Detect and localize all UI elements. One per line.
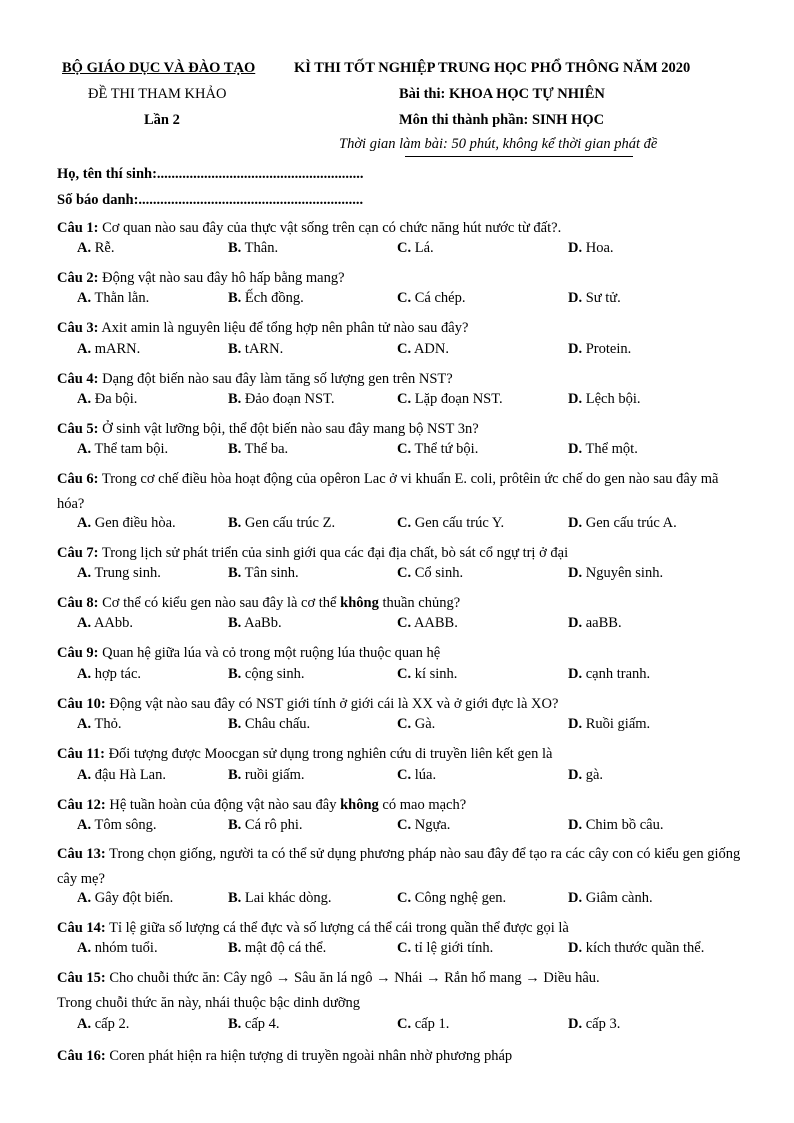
- options-row: [0, 767, 794, 791]
- option-text: Lặp đoạn NST.: [414, 391, 503, 407]
- option-key: D.: [568, 565, 583, 581]
- question-text: Coren phát hiện ra hiện tượng di truyền ngoài nhân nhờ phương pháp: [109, 1048, 513, 1064]
- option-text: Cổ sinh.: [414, 565, 464, 581]
- question-text: Cơ quan nào sau đây của thực vật sống trên cạn có chức năng hút nước từ đất?.: [102, 220, 562, 236]
- question-label: Câu 5:: [57, 421, 99, 437]
- option-d: [568, 716, 650, 733]
- option-a: [77, 666, 141, 683]
- question-label: Câu 14:: [57, 920, 106, 936]
- option-b: [228, 615, 282, 632]
- option-key: A.: [77, 515, 92, 531]
- question-15: [57, 966, 741, 1016]
- option-key: C.: [397, 890, 412, 906]
- option-text: Thỏ.: [94, 716, 122, 732]
- question-label: Câu 2:: [57, 270, 99, 286]
- question-7: [57, 541, 741, 566]
- option-text: Nguyên sinh.: [585, 565, 664, 581]
- question-label: Câu 15:: [57, 970, 106, 986]
- option-d: [568, 391, 641, 408]
- option-text: AAbb.: [93, 615, 134, 631]
- option-text: Protein.: [585, 341, 632, 357]
- option-text: Ngựa.: [414, 817, 451, 833]
- question-text: Hệ tuần hoàn của động vật nào sau đây: [109, 797, 337, 813]
- option-key: D.: [568, 767, 583, 783]
- option-d: [568, 767, 603, 784]
- question-label: Câu 16:: [57, 1048, 106, 1064]
- question-11: [57, 742, 741, 767]
- option-text: Chim bồ câu.: [585, 817, 664, 833]
- option-text: lúa.: [414, 767, 437, 783]
- option-text: Thằn lằn.: [94, 290, 150, 306]
- option-c: [397, 767, 436, 784]
- option-text: Giâm cành.: [585, 890, 653, 906]
- option-b: [228, 890, 332, 907]
- option-key: A.: [77, 767, 92, 783]
- option-a: [77, 515, 176, 532]
- option-key: C.: [397, 817, 412, 833]
- option-key: A.: [77, 441, 92, 457]
- emphasis: không: [340, 797, 379, 813]
- option-a: [77, 716, 121, 733]
- options-row: [0, 441, 794, 465]
- option-key: A.: [77, 940, 92, 956]
- option-a: [77, 565, 161, 582]
- option-text: cấp 2.: [94, 1016, 130, 1032]
- option-text: Thân.: [244, 240, 279, 256]
- option-key: D.: [568, 515, 583, 531]
- options-row: [0, 341, 794, 365]
- candidate-name-field: Họ, tên thí sinh:.........................................................: [57, 166, 364, 182]
- option-text: Thể tứ bội.: [414, 441, 479, 457]
- option-text: Thể tam bội.: [94, 441, 169, 457]
- question-label: Câu 8:: [57, 595, 99, 611]
- option-text: Lai khác dòng.: [244, 890, 332, 906]
- option-key: D.: [568, 716, 583, 732]
- option-key: D.: [568, 341, 583, 357]
- option-text: Cá chép.: [414, 290, 466, 306]
- option-c: [397, 341, 449, 358]
- options-row: [0, 716, 794, 740]
- option-d: [568, 890, 653, 907]
- question-text: Tỉ lệ giữa số lượng cá thể đực và số lượng cá thể cái trong quần thể được gọi là: [109, 920, 569, 936]
- option-key: C.: [397, 767, 412, 783]
- question-label: Câu 12:: [57, 797, 106, 813]
- question-label: Câu 1:: [57, 220, 99, 236]
- question-text: Dạng đột biến nào sau đây làm tăng số lượng gen trên NST?: [102, 371, 453, 387]
- option-text: mARN.: [94, 341, 141, 357]
- option-d: [568, 565, 663, 582]
- option-d: [568, 1016, 620, 1033]
- option-d: [568, 817, 663, 834]
- option-key: B.: [228, 515, 242, 531]
- option-c: [397, 441, 478, 458]
- option-text: tARN.: [244, 341, 284, 357]
- option-key: A.: [77, 290, 92, 306]
- question-label: Câu 13:: [57, 846, 106, 862]
- question-13: [57, 842, 741, 892]
- option-key: A.: [77, 240, 92, 256]
- candidate-id-field: Số báo danh:..............................................................: [57, 192, 364, 208]
- question-text: Đối tượng được Moocgan sử dụng trong nghiên cứu di truyền liên kết gen là: [108, 746, 553, 762]
- option-d: [568, 940, 704, 957]
- question-10: [57, 692, 741, 717]
- options-row: [0, 515, 794, 539]
- option-text: hợp tác.: [94, 666, 142, 682]
- option-key: C.: [397, 441, 412, 457]
- option-text: ruồi giấm.: [244, 767, 305, 783]
- option-key: A.: [77, 341, 92, 357]
- option-text: AABB.: [413, 615, 458, 631]
- question-text: Trong chọn giống, người ta có thể sử dụng phương pháp nào sau đây để tạo ra các cây con có kiểu gen giống cây mẹ?: [57, 846, 741, 887]
- question-text: Quan hệ giữa lúa và cỏ trong một ruộng lúa thuộc quan hệ: [102, 645, 441, 661]
- option-key: B.: [228, 817, 242, 833]
- option-a: [77, 290, 149, 307]
- option-text: Thể ba.: [244, 441, 289, 457]
- option-key: C.: [397, 391, 412, 407]
- option-c: [397, 565, 463, 582]
- question-6: [57, 467, 741, 517]
- question-text-line2: Trong chuỗi thức ăn này, nhái thuộc bậc dinh dưỡng: [57, 995, 360, 1011]
- option-c: [397, 290, 465, 307]
- option-b: [228, 341, 283, 358]
- option-c: [397, 615, 458, 632]
- option-key: C.: [397, 940, 412, 956]
- option-key: B.: [228, 940, 242, 956]
- option-b: [228, 817, 303, 834]
- option-text: Đảo đoạn NST.: [244, 391, 335, 407]
- question-text: Cơ thể có kiểu gen nào sau đây là cơ thể: [102, 595, 337, 611]
- option-key: B.: [228, 716, 242, 732]
- option-b: [228, 666, 305, 683]
- option-c: [397, 515, 504, 532]
- question-label: Câu 4:: [57, 371, 99, 387]
- option-text: Châu chấu.: [244, 716, 311, 732]
- option-d: [568, 515, 677, 532]
- option-a: [77, 767, 166, 784]
- option-text: kí sinh.: [414, 666, 458, 682]
- question-text-after: thuần chủng?: [382, 595, 461, 611]
- question-label: Câu 9:: [57, 645, 99, 661]
- option-key: A.: [77, 391, 92, 407]
- question-2: [57, 266, 741, 291]
- question-text: Động vật nào sau đây có NST giới tính ở giới cái là XX và ở giới đực là XO?: [109, 696, 559, 712]
- question-text: Động vật nào sau đây hô hấp bằng mang?: [102, 270, 345, 286]
- option-text: Rễ.: [94, 240, 115, 256]
- option-text: cấp 1.: [414, 1016, 450, 1032]
- option-a: [77, 615, 133, 632]
- option-b: [228, 565, 299, 582]
- option-b: [228, 767, 305, 784]
- option-key: C.: [397, 290, 412, 306]
- option-key: D.: [568, 441, 583, 457]
- option-key: C.: [397, 515, 412, 531]
- option-key: A.: [77, 890, 92, 906]
- question-text: Trong cơ chế điều hòa hoạt động của opêron Lac ở vi khuẩn E. coli, prôtêin ức chế do gen nào sau đây mã hóa?: [57, 471, 719, 512]
- option-d: [568, 666, 650, 683]
- options-row: [0, 940, 794, 964]
- question-text: Trong lịch sử phát triển của sinh giới qua các đại địa chất, bò sát cổ ngự trị ở đại: [101, 545, 569, 561]
- option-text: Ruồi giấm.: [585, 716, 651, 732]
- option-text: gà.: [585, 767, 604, 783]
- option-key: A.: [77, 666, 92, 682]
- option-a: [77, 391, 137, 408]
- options-row: [0, 240, 794, 264]
- option-b: [228, 716, 310, 733]
- option-text: Lá.: [414, 240, 434, 256]
- option-key: B.: [228, 890, 242, 906]
- option-text: Thể một.: [585, 441, 638, 457]
- option-text: Gen cấu trúc Y.: [414, 515, 505, 531]
- option-key: D.: [568, 1016, 583, 1032]
- option-b: [228, 290, 304, 307]
- option-text: đậu Hà Lan.: [94, 767, 166, 783]
- option-a: [77, 817, 157, 834]
- question-1: [57, 216, 741, 241]
- option-key: D.: [568, 940, 583, 956]
- option-text: Tân sinh.: [244, 565, 299, 581]
- option-text: Công nghệ gen.: [414, 890, 507, 906]
- question-label: Câu 6:: [57, 471, 99, 487]
- option-d: [568, 341, 631, 358]
- option-c: [397, 716, 435, 733]
- question-label: Câu 3:: [57, 320, 99, 336]
- option-key: A.: [77, 565, 92, 581]
- exam-subject: Môn thi thành phần: SINH HỌC: [399, 112, 605, 128]
- exam-type: ĐỀ THI THAM KHẢO: [88, 86, 227, 102]
- option-text: cấp 4.: [244, 1016, 280, 1032]
- option-text: AaBb.: [244, 615, 282, 631]
- option-c: [397, 890, 506, 907]
- options-row: [0, 290, 794, 314]
- option-text: Gây đột biến.: [94, 890, 174, 906]
- options-row: [0, 1016, 794, 1040]
- ministry-name: BỘ GIÁO DỤC VÀ ĐÀO TẠO: [62, 60, 256, 76]
- option-key: D.: [568, 890, 583, 906]
- exam-round: Lần 2: [144, 112, 180, 128]
- option-key: D.: [568, 666, 583, 682]
- option-key: C.: [397, 565, 412, 581]
- option-key: B.: [228, 615, 242, 631]
- option-text: Gen điều hòa.: [94, 515, 176, 531]
- exam-title: KÌ THI TỐT NGHIỆP TRUNG HỌC PHỔ THÔNG NĂM 2020: [294, 60, 691, 76]
- option-d: [568, 441, 638, 458]
- option-a: [77, 1016, 129, 1033]
- option-a: [77, 441, 168, 458]
- question-text: Axit amin là nguyên liệu để tổng hợp nên phân tử nào sau đây?: [101, 320, 469, 336]
- option-key: B.: [228, 565, 242, 581]
- option-key: C.: [397, 615, 412, 631]
- options-row: [0, 565, 794, 589]
- option-text: Sư tử.: [585, 290, 621, 306]
- option-text: Đa bội.: [94, 391, 138, 407]
- option-key: B.: [228, 290, 242, 306]
- option-a: [77, 940, 158, 957]
- option-a: [77, 890, 173, 907]
- option-text: nhóm tuổi.: [94, 940, 158, 956]
- emphasis: không: [340, 595, 379, 611]
- option-text: Trung sinh.: [94, 565, 161, 581]
- option-a: [77, 341, 140, 358]
- option-key: D.: [568, 290, 583, 306]
- option-key: C.: [397, 1016, 412, 1032]
- options-row: [0, 615, 794, 639]
- option-text: Gen cấu trúc A.: [585, 515, 677, 531]
- option-text: cộng sinh.: [244, 666, 305, 682]
- option-c: [397, 1016, 449, 1033]
- question-4: [57, 367, 741, 392]
- option-text: kích thước quần thể.: [585, 940, 705, 956]
- question-text: Ở sinh vật lưỡng bội, thể đột biến nào sau đây mang bộ NST 3n?: [102, 421, 479, 437]
- question-text: Cho chuỗi thức ăn: Cây ngô → Sâu ăn lá ngô → Nhái → Rắn hổ mang → Diều hâu.: [109, 970, 600, 986]
- option-text: Hoa.: [585, 240, 614, 256]
- option-text: Cá rô phi.: [244, 817, 303, 833]
- option-b: [228, 441, 288, 458]
- question-12: [57, 793, 741, 818]
- exam-subject-group: Bài thi: KHOA HỌC TỰ NHIÊN: [399, 86, 605, 102]
- option-text: mật độ cá thể.: [244, 940, 327, 956]
- question-5: [57, 417, 741, 442]
- option-key: B.: [228, 1016, 242, 1032]
- option-key: A.: [77, 817, 92, 833]
- option-key: D.: [568, 240, 583, 256]
- option-key: A.: [77, 716, 92, 732]
- question-label: Câu 10:: [57, 696, 106, 712]
- option-d: [568, 615, 622, 632]
- option-d: [568, 240, 614, 257]
- option-key: A.: [77, 615, 92, 631]
- question-label: Câu 11:: [57, 746, 105, 762]
- option-key: D.: [568, 391, 583, 407]
- option-text: aaBB.: [585, 615, 622, 631]
- option-b: [228, 391, 334, 408]
- question-label: Câu 7:: [57, 545, 99, 561]
- time-note: Thời gian làm bài: 50 phút, không kể thời gian phát đề: [339, 136, 658, 152]
- options-row: [0, 391, 794, 415]
- option-key: C.: [397, 341, 412, 357]
- options-row: [0, 666, 794, 690]
- option-c: [397, 240, 434, 257]
- option-key: A.: [77, 1016, 92, 1032]
- option-text: cạnh tranh.: [585, 666, 651, 682]
- option-key: C.: [397, 240, 412, 256]
- question-16: [57, 1044, 741, 1069]
- option-key: B.: [228, 666, 242, 682]
- option-c: [397, 391, 503, 408]
- option-c: [397, 666, 457, 683]
- question-9: [57, 641, 741, 666]
- option-key: B.: [228, 441, 242, 457]
- option-d: [568, 290, 621, 307]
- option-text: ADN.: [413, 341, 449, 357]
- option-key: D.: [568, 615, 583, 631]
- option-text: Tôm sông.: [94, 817, 157, 833]
- option-key: C.: [397, 716, 412, 732]
- options-row: [0, 817, 794, 841]
- option-text: Gà.: [414, 716, 436, 732]
- option-c: [397, 940, 493, 957]
- option-text: Gen cấu trúc Z.: [244, 515, 336, 531]
- option-b: [228, 515, 335, 532]
- option-a: [77, 240, 114, 257]
- question-8: [57, 591, 741, 616]
- option-key: B.: [228, 391, 242, 407]
- option-key: B.: [228, 767, 242, 783]
- option-key: C.: [397, 666, 412, 682]
- question-3: [57, 316, 741, 341]
- option-key: B.: [228, 240, 242, 256]
- option-b: [228, 940, 326, 957]
- option-b: [228, 1016, 280, 1033]
- option-key: B.: [228, 341, 242, 357]
- option-key: D.: [568, 817, 583, 833]
- option-text: Ếch đồng.: [244, 290, 304, 306]
- options-row: [0, 890, 794, 914]
- option-text: cấp 3.: [585, 1016, 621, 1032]
- question-14: [57, 916, 741, 941]
- question-text-after: có mao mạch?: [382, 797, 467, 813]
- time-underline: [405, 156, 633, 157]
- option-text: tỉ lệ giới tính.: [414, 940, 494, 956]
- option-text: Lệch bội.: [585, 391, 641, 407]
- option-c: [397, 817, 450, 834]
- option-b: [228, 240, 278, 257]
